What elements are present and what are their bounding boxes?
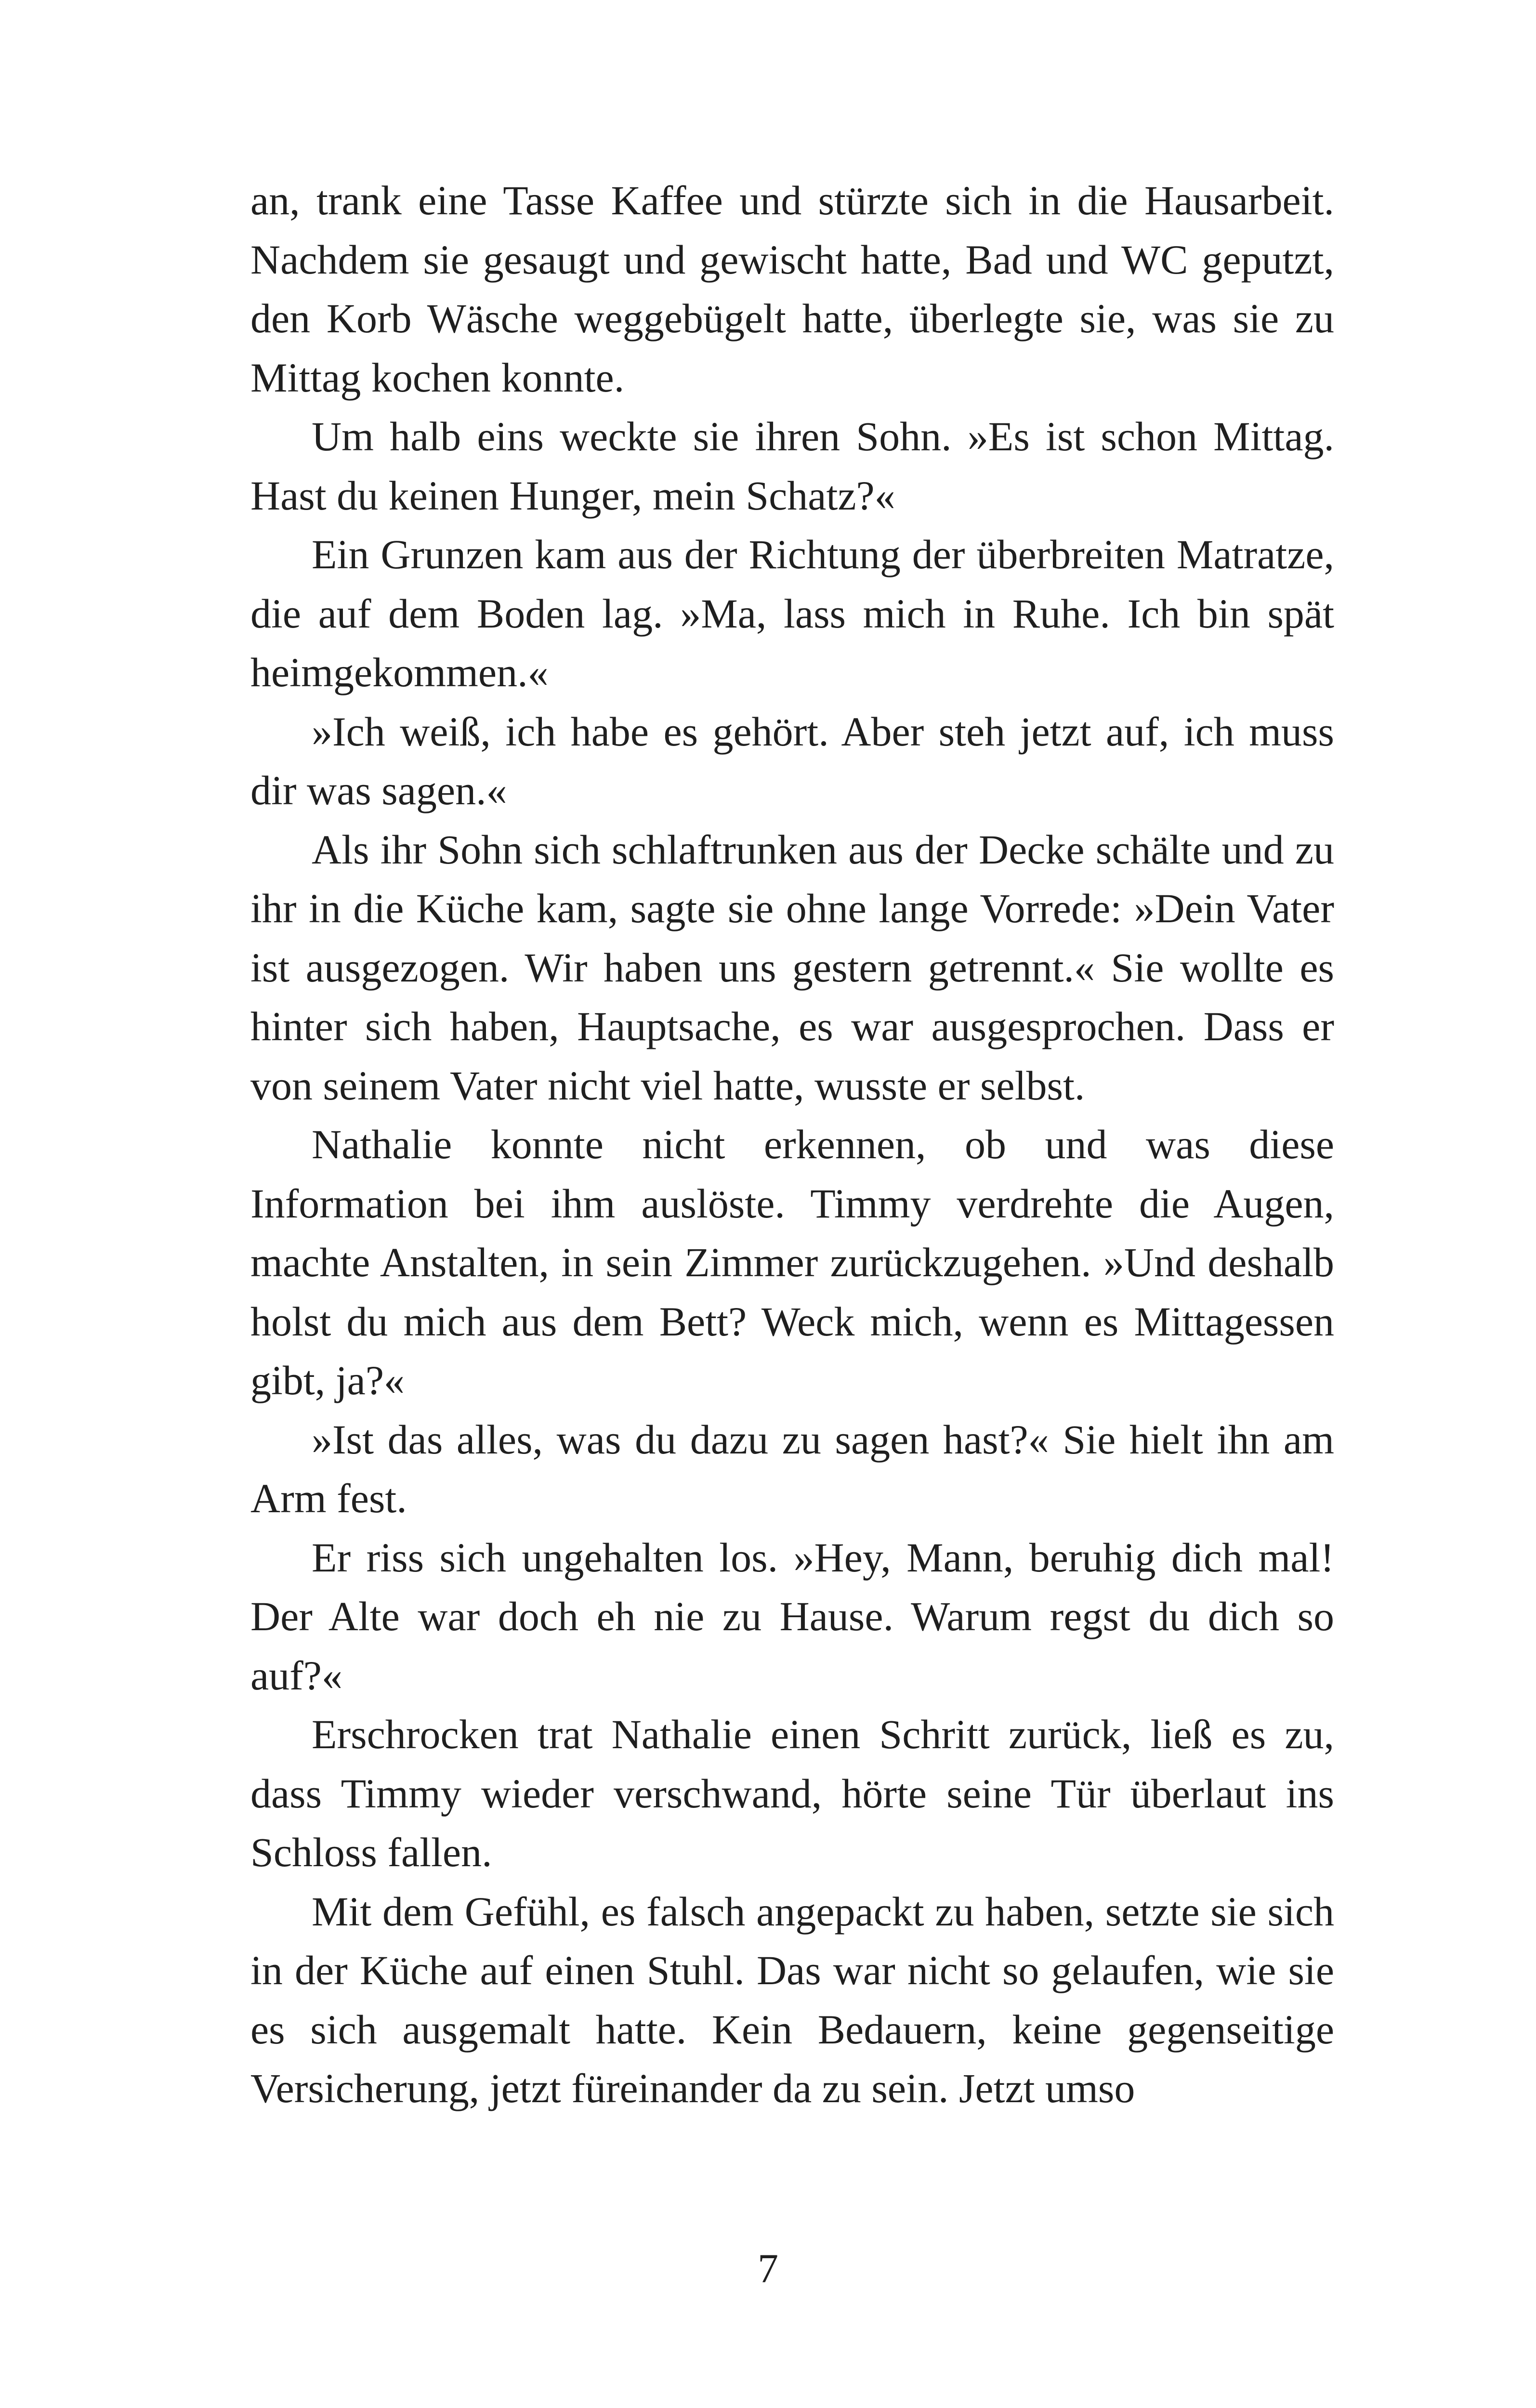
- paragraph-6: Nathalie konnte nicht erkennen, ob und was diese Information bei ihm auslöste. Timmy verdrehte die Augen, machte Anstalten, in sein Zimmer zurückzugehen. »Und deshalb holst du mich aus dem Bett? Weck mich, wenn es Mittagessen gibt, ja?«: [250, 1121, 1334, 1403]
- page-number: 7: [758, 2245, 778, 2291]
- body-text: [250, 171, 1334, 2118]
- paragraph-2: Um halb eins weckte sie ihren Sohn. »Es ist schon Mittag. Hast du keinen Hunger, mein Schatz?«: [250, 413, 1334, 519]
- paragraph-1: an, trank eine Tasse Kaffee und stürzte sich in die Hausarbeit. Nachdem sie gesaugt und gewischt hatte, Bad und WC geputzt, den Korb Wäsche weggebügelt hatte, überlegte sie, was sie zu Mittag kochen konnte.: [250, 177, 1334, 401]
- paragraph-7: »Ist das alles, was du dazu zu sagen hast?« Sie hielt ihn am Arm fest.: [250, 1416, 1334, 1521]
- paragraph-8: Er riss sich ungehalten los. »Hey, Mann, beruhig dich mal! Der Alte war doch eh nie zu Hause. Warum regst du dich so auf?«: [250, 1534, 1334, 1699]
- paragraph-5: Als ihr Sohn sich schlaftrunken aus der Decke schälte und zu ihr in die Küche kam, sagte sie ohne lange Vorrede: »Dein Vater ist ausgezogen. Wir haben uns gestern getrennt.« Sie wollte es hinter sich haben, Hauptsache, es war ausgesprochen. Dass er von seinem Vater nicht viel hatte, wusste er selbst.: [250, 826, 1334, 1109]
- paragraph-9: Erschrocken trat Nathalie einen Schritt zurück, ließ es zu, dass Timmy wieder verschwand, hörte seine Tür überlaut ins Schloss fallen.: [250, 1711, 1334, 1875]
- paragraph-4: »Ich weiß, ich habe es gehört. Aber steh jetzt auf, ich muss dir was sagen.«: [250, 708, 1334, 813]
- paragraph-10: Mit dem Gefühl, es falsch angepackt zu haben, setzte sie sich in der Küche auf einen Stuhl. Das war nicht so gelaufen, wie sie es sich ausgemalt hatte. Kein Bedauern, keine gegenseitige Versicherung, jetzt füreinander da zu sein. Jetzt umso: [250, 1888, 1334, 2111]
- paragraph-3: Ein Grunzen kam aus der Richtung der überbreiten Matratze, die auf dem Boden lag. »Ma, lass mich in Ruhe. Ich bin spät heimgekommen.«: [250, 531, 1334, 695]
